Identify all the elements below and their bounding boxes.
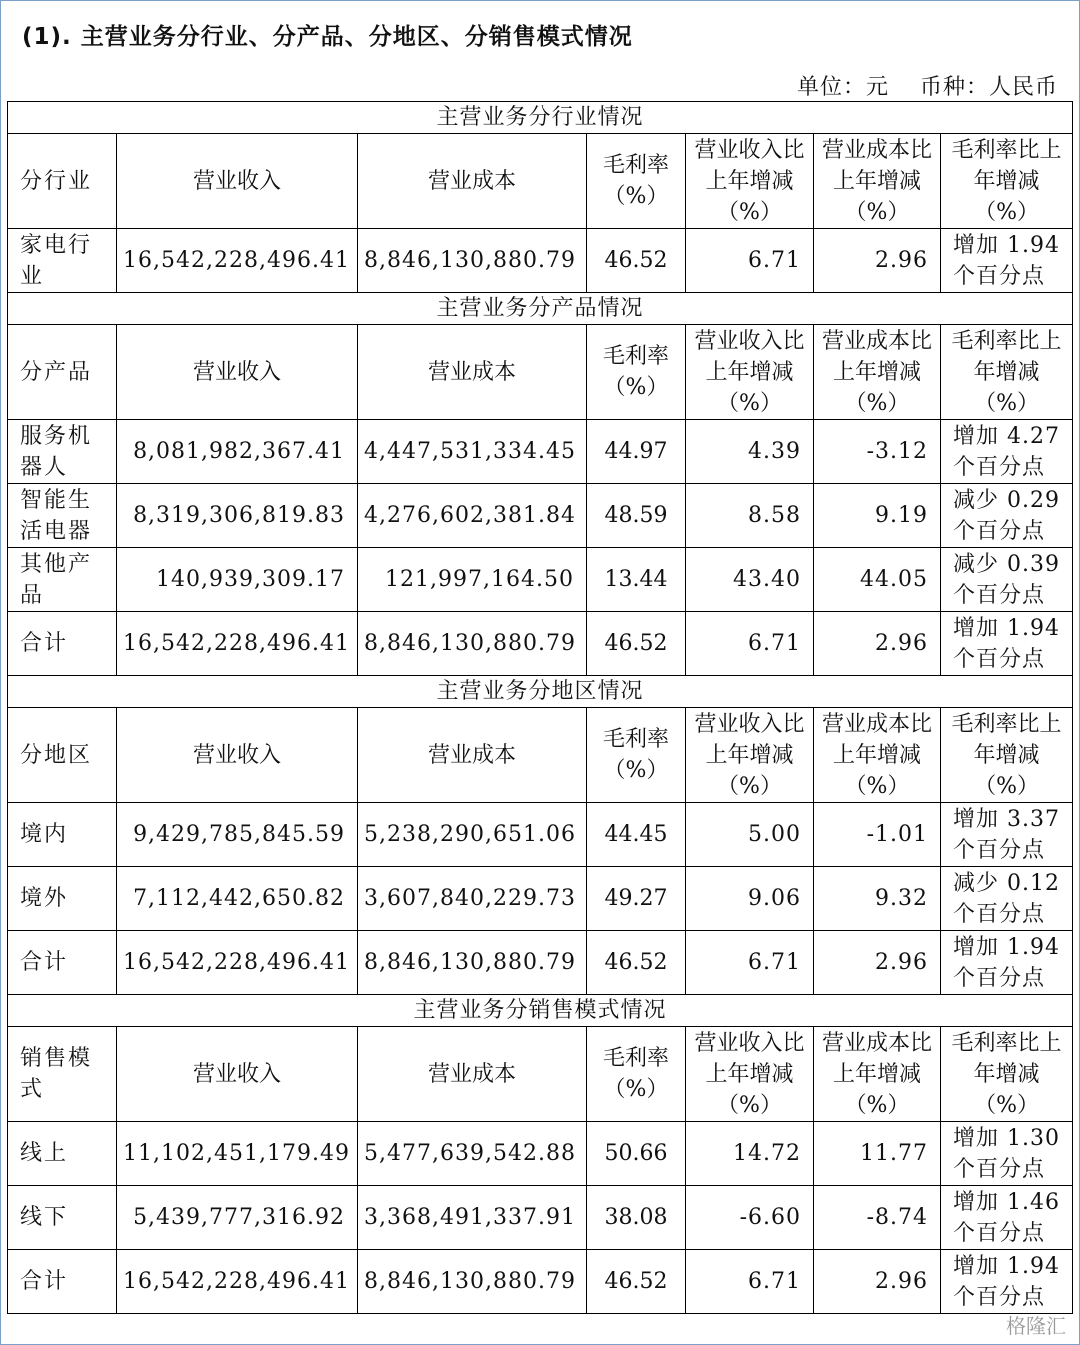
margin-header: 毛利率（%） <box>587 708 686 803</box>
revenue-change-cell: -6.60 <box>686 1186 814 1250</box>
margin-change-cell: 增加 1.94 个百分点 <box>941 931 1073 995</box>
margin-change-header: 毛利率比上年增减（%） <box>941 708 1073 803</box>
cost-cell: 5,238,290,651.06 <box>358 803 587 867</box>
margin-change-cell: 增加 1.94 个百分点 <box>941 229 1073 293</box>
revenue-change-cell: 43.40 <box>686 548 814 612</box>
table-row <box>8 803 1073 867</box>
cost-header: 营业成本 <box>358 708 587 803</box>
margin-cell: 46.52 <box>587 229 686 293</box>
margin-cell: 46.52 <box>587 1250 686 1314</box>
margin-cell: 48.59 <box>587 484 686 548</box>
section-title: 主营业务分销售模式情况 <box>8 995 1073 1027</box>
cost-header: 营业成本 <box>358 325 587 420</box>
cost-change-header: 营业成本比上年增减（%） <box>814 325 941 420</box>
cost-cell: 5,477,639,542.88 <box>358 1122 587 1186</box>
revenue-header: 营业收入 <box>117 134 358 229</box>
cost-change-cell: 9.32 <box>814 867 941 931</box>
dimension-header: 销售模式 <box>8 1027 117 1122</box>
row-label: 服务机器人 <box>8 420 117 484</box>
unit-currency-note: 单位：元 币种：人民币 <box>797 75 1058 100</box>
cost-change-cell: 9.19 <box>814 484 941 548</box>
row-label: 智能生活电器 <box>8 484 117 548</box>
margin-change-cell: 减少 0.39 个百分点 <box>941 548 1073 612</box>
cost-change-cell: -3.12 <box>814 420 941 484</box>
revenue-cell: 7,112,442,650.82 <box>117 867 358 931</box>
table-row <box>8 1250 1073 1314</box>
revenue-change-cell: 6.71 <box>686 229 814 293</box>
margin-change-cell: 增加 4.27 个百分点 <box>941 420 1073 484</box>
revenue-change-cell: 6.71 <box>686 1250 814 1314</box>
margin-cell: 50.66 <box>587 1122 686 1186</box>
cost-cell: 4,276,602,381.84 <box>358 484 587 548</box>
cost-change-cell: 11.77 <box>814 1122 941 1186</box>
watermark-logo: 格隆汇 <box>1006 1314 1066 1338</box>
column-header-row <box>8 708 1073 803</box>
row-label: 合计 <box>8 612 117 676</box>
table-row <box>8 548 1073 612</box>
row-label: 合计 <box>8 931 117 995</box>
revenue-cell: 9,429,785,845.59 <box>117 803 358 867</box>
cost-change-cell: 2.96 <box>814 931 941 995</box>
margin-cell: 44.45 <box>587 803 686 867</box>
cost-cell: 8,846,130,880.79 <box>358 612 587 676</box>
dimension-header: 分行业 <box>8 134 117 229</box>
section-title: 主营业务分行业情况 <box>8 102 1073 134</box>
cost-change-cell: -8.74 <box>814 1186 941 1250</box>
revenue-change-header: 营业收入比上年增减（%） <box>686 325 814 420</box>
column-header-row <box>8 1027 1073 1122</box>
row-label: 线下 <box>8 1186 117 1250</box>
table-row <box>8 867 1073 931</box>
section-title-row <box>8 102 1073 134</box>
revenue-change-cell: 9.06 <box>686 867 814 931</box>
page-title: (1). 主营业务分行业、分产品、分地区、分销售模式情况 <box>22 24 633 50</box>
revenue-change-cell: 14.72 <box>686 1122 814 1186</box>
main-business-table <box>7 101 1073 1314</box>
cost-change-header: 营业成本比上年增减（%） <box>814 134 941 229</box>
revenue-cell: 16,542,228,496.41 <box>117 612 358 676</box>
table-row <box>8 484 1073 548</box>
cost-cell: 3,607,840,229.73 <box>358 867 587 931</box>
cost-cell: 8,846,130,880.79 <box>358 931 587 995</box>
column-header-row <box>8 134 1073 229</box>
margin-cell: 13.44 <box>587 548 686 612</box>
column-header-row <box>8 325 1073 420</box>
cost-change-cell: 2.96 <box>814 1250 941 1314</box>
revenue-header: 营业收入 <box>117 1027 358 1122</box>
margin-change-header: 毛利率比上年增减（%） <box>941 325 1073 420</box>
cost-cell: 8,846,130,880.79 <box>358 1250 587 1314</box>
margin-header: 毛利率（%） <box>587 134 686 229</box>
cost-change-cell: 2.96 <box>814 229 941 293</box>
row-label: 线上 <box>8 1122 117 1186</box>
revenue-header: 营业收入 <box>117 708 358 803</box>
margin-change-cell: 减少 0.29 个百分点 <box>941 484 1073 548</box>
row-label: 其他产品 <box>8 548 117 612</box>
cost-header: 营业成本 <box>358 134 587 229</box>
margin-header: 毛利率（%） <box>587 1027 686 1122</box>
revenue-cell: 16,542,228,496.41 <box>117 229 358 293</box>
table-row <box>8 612 1073 676</box>
table-row <box>8 229 1073 293</box>
revenue-change-cell: 6.71 <box>686 612 814 676</box>
dimension-header: 分地区 <box>8 708 117 803</box>
revenue-change-cell: 5.00 <box>686 803 814 867</box>
revenue-cell: 5,439,777,316.92 <box>117 1186 358 1250</box>
revenue-header: 营业收入 <box>117 325 358 420</box>
revenue-cell: 8,319,306,819.83 <box>117 484 358 548</box>
cost-change-header: 营业成本比上年增减（%） <box>814 1027 941 1122</box>
margin-header: 毛利率（%） <box>587 325 686 420</box>
row-label: 家电行业 <box>8 229 117 293</box>
margin-cell: 46.52 <box>587 931 686 995</box>
cost-cell: 8,846,130,880.79 <box>358 229 587 293</box>
margin-cell: 46.52 <box>587 612 686 676</box>
revenue-cell: 16,542,228,496.41 <box>117 931 358 995</box>
table-row <box>8 420 1073 484</box>
revenue-cell: 11,102,451,179.49 <box>117 1122 358 1186</box>
revenue-cell: 140,939,309.17 <box>117 548 358 612</box>
cost-change-header: 营业成本比上年增减（%） <box>814 708 941 803</box>
table-row <box>8 1122 1073 1186</box>
margin-change-cell: 增加 1.94 个百分点 <box>941 612 1073 676</box>
revenue-change-cell: 6.71 <box>686 931 814 995</box>
table-row <box>8 931 1073 995</box>
margin-cell: 44.97 <box>587 420 686 484</box>
margin-cell: 38.08 <box>587 1186 686 1250</box>
cost-change-cell: 44.05 <box>814 548 941 612</box>
margin-change-header: 毛利率比上年增减（%） <box>941 1027 1073 1122</box>
cost-change-cell: 2.96 <box>814 612 941 676</box>
section-title: 主营业务分产品情况 <box>8 293 1073 325</box>
dimension-header: 分产品 <box>8 325 117 420</box>
revenue-change-header: 营业收入比上年增减（%） <box>686 1027 814 1122</box>
margin-change-cell: 增加 1.46 个百分点 <box>941 1186 1073 1250</box>
revenue-cell: 8,081,982,367.41 <box>117 420 358 484</box>
revenue-change-cell: 4.39 <box>686 420 814 484</box>
margin-cell: 49.27 <box>587 867 686 931</box>
margin-change-cell: 增加 3.37 个百分点 <box>941 803 1073 867</box>
row-label: 境外 <box>8 867 117 931</box>
section-title-row <box>8 995 1073 1027</box>
section-title-row <box>8 676 1073 708</box>
revenue-change-cell: 8.58 <box>686 484 814 548</box>
cost-header: 营业成本 <box>358 1027 587 1122</box>
margin-change-cell: 增加 1.94 个百分点 <box>941 1250 1073 1314</box>
revenue-change-header: 营业收入比上年增减（%） <box>686 708 814 803</box>
cost-cell: 121,997,164.50 <box>358 548 587 612</box>
margin-change-cell: 减少 0.12 个百分点 <box>941 867 1073 931</box>
margin-change-cell: 增加 1.30 个百分点 <box>941 1122 1073 1186</box>
revenue-change-header: 营业收入比上年增减（%） <box>686 134 814 229</box>
row-label: 合计 <box>8 1250 117 1314</box>
margin-change-header: 毛利率比上年增减（%） <box>941 134 1073 229</box>
section-title-row <box>8 293 1073 325</box>
cost-change-cell: -1.01 <box>814 803 941 867</box>
cost-cell: 4,447,531,334.45 <box>358 420 587 484</box>
table-row <box>8 1186 1073 1250</box>
cost-cell: 3,368,491,337.91 <box>358 1186 587 1250</box>
row-label: 境内 <box>8 803 117 867</box>
section-title: 主营业务分地区情况 <box>8 676 1073 708</box>
revenue-cell: 16,542,228,496.41 <box>117 1250 358 1314</box>
